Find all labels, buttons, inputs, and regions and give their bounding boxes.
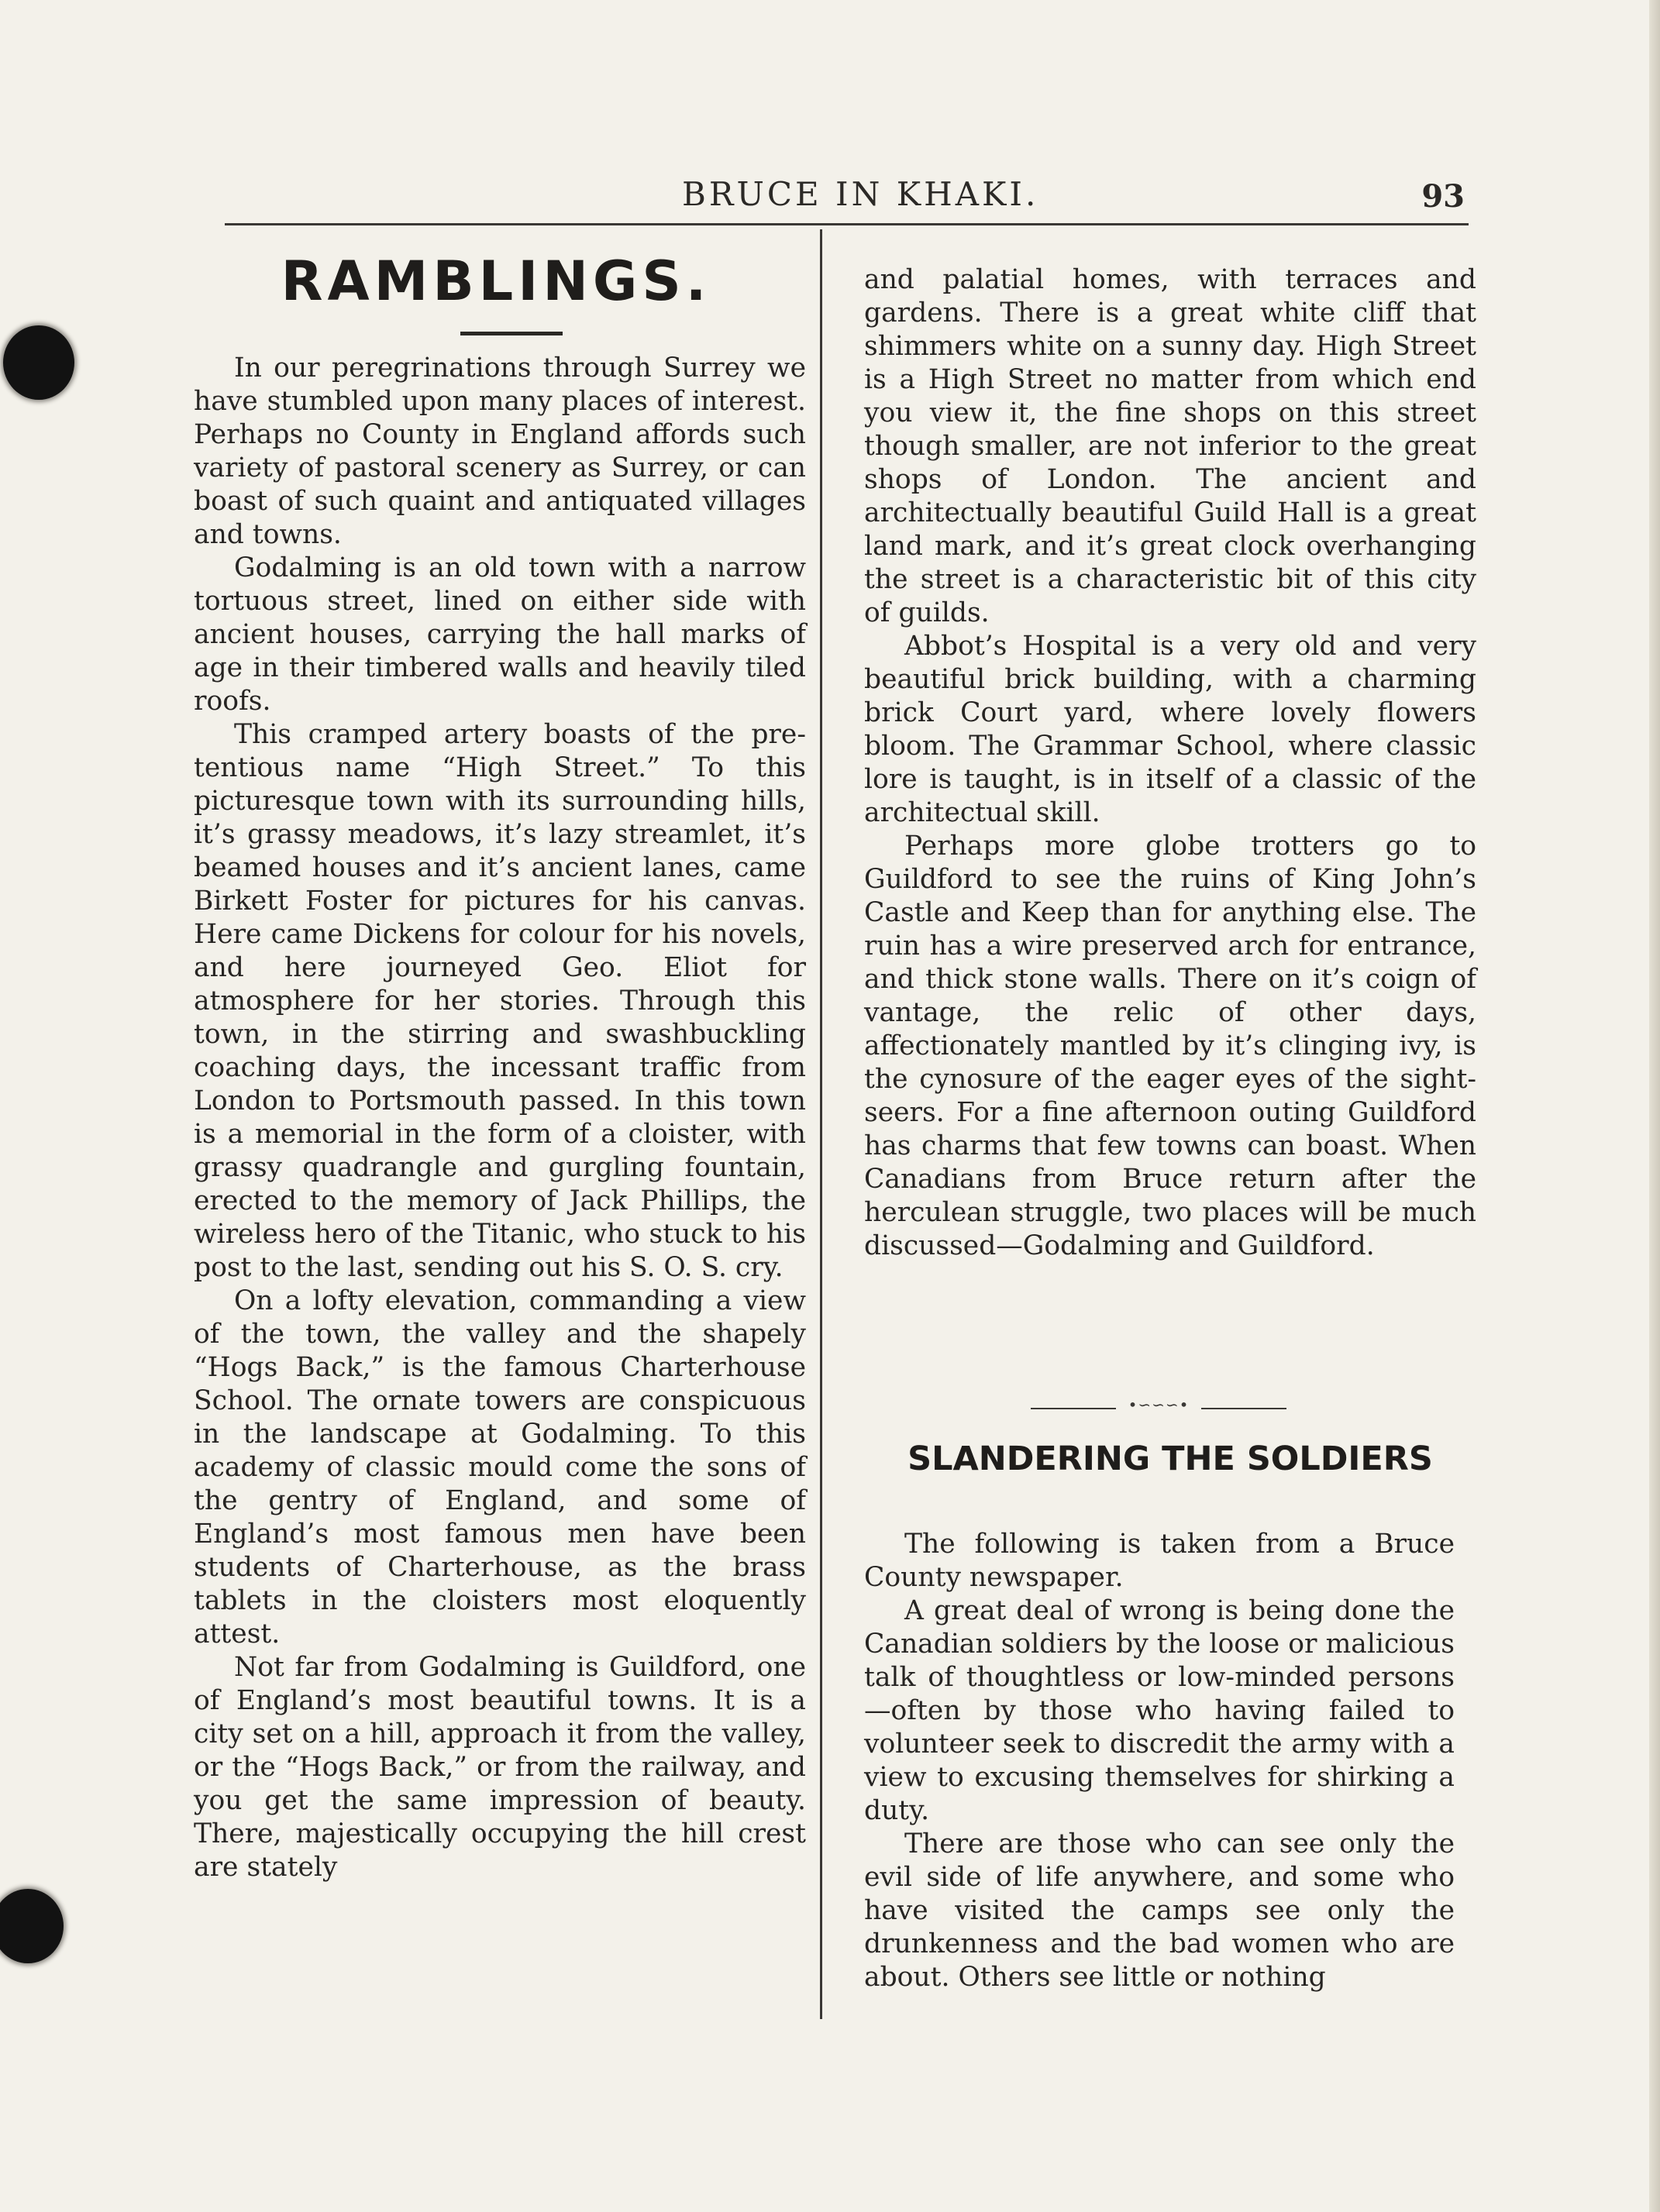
ornament-line-right bbox=[1201, 1408, 1286, 1409]
continued-paragraph: and palatial homes, with terraces and gardens. There is a great white cliff that shimmers white on a sunny day. High Street is a High Street no matter from which end you view it, the fine shops on this street though smaller, are not inferior to the great shops of London. The ancient and architectually beautiful Guild Hall is a great land mark, and it’s great clock overhanging the street is a characteristic bit of this city of guilds. bbox=[864, 264, 1476, 628]
left-column bbox=[194, 352, 806, 1884]
binder-hole-top bbox=[3, 325, 74, 400]
binder-hole-bottom bbox=[0, 1889, 64, 1963]
ornament-line-left bbox=[1031, 1408, 1116, 1409]
paragraph: There are those who can see only the evil side of life anywhere, and some who have visited the camps see only the drunkenness and the bad women who are about. Others see little or nothing bbox=[864, 1828, 1455, 1993]
page-edge bbox=[1649, 0, 1660, 2212]
paragraph: Perhaps more globe trotters go to Guildford to see the ruins of King John’s Castle and Keep than for anything else. The ruin has a wire preserved arch for entrance, and thick stone walls. There on it’s coign of vantage, the relic of other days, affectionately mantled by it’s clinging ivy, is the cynosure of the eager eyes of the sightseers. For a fine afternoon outing Guildford has charms that few towns can boast. When Canadians from Bruce return after the herculean struggle, two places will be much discussed—Godalming and Guildford. bbox=[864, 831, 1476, 1261]
second-article-body bbox=[864, 1528, 1455, 1994]
article-title: RAMBLINGS. bbox=[281, 249, 711, 313]
running-header bbox=[225, 169, 1465, 223]
paragraph: Abbot’s Hospital is a very old and very beautiful brick building, with a charming brick Court yard, where lovely flowers bloom. The Grammar School, where classic lore is taught, is in itself of a classic of the architectual skill. bbox=[864, 631, 1476, 828]
ornament-flourish: •∽∽∽• bbox=[1128, 1395, 1190, 1414]
right-column bbox=[864, 263, 1476, 1263]
publication-title: BRUCE IN KHAKI. bbox=[682, 175, 1039, 213]
paragraph: On a lofty elevation, commanding a view of the town, the valley and the shapely “Hogs Back,” is the famous Charterhouse School. The ornate towers are conspicuous in the landscape at Godalming. To this academy of classic mould come the sons of the gentry of England, and some of England’s most famous men have been students of Charterhouse, as the brass tablets in the cloisters most eloquently attest. bbox=[194, 1285, 806, 1650]
section-ornament bbox=[1031, 1395, 1286, 1414]
column-divider bbox=[820, 229, 822, 2019]
page-number: 93 bbox=[1421, 178, 1465, 215]
header-rule bbox=[225, 223, 1469, 225]
paragraph: This cramped artery boasts of the pretentious name “High Street.” To this picturesque town with its surrounding hills, it’s grassy meadows, it’s lazy streamlet, it’s beamed houses and it’s ancient lanes, came Birkett Foster for pictures for his canvas. Here came Dickens for colour for his novels, and here journeyed Geo. Eliot for atmosphere for her stories. Through this town, in the stirring and swashbuckling coaching days, the incessant traffic from London to Portsmouth passed. In this town is a memorial in the form of a cloister, with grassy quadrangle and gurgling fountain, erected to the memory of Jack Phillips, the wireless hero of the Titanic, who stuck to his post to the last, sending out his S. O. S. cry. bbox=[194, 719, 806, 1283]
paragraph: A great deal of wrong is being done the Canadian soldiers by the loose or malicious talk of thoughtless or low-minded persons—often by those who having failed to volunteer seek to discredit the army with a view to excusing themselves for shirking a duty. bbox=[864, 1595, 1455, 1826]
paragraph: Not far from Godalming is Guildford, one of England’s most beautiful towns. It is a city set on a hill, approach it from the valley, or the “Hogs Back,” or from the railway, and you get the same impression of beauty. There, majestically occupying the hill crest are stately bbox=[194, 1652, 806, 1883]
section-title: SLANDERING THE SOLDIERS bbox=[907, 1440, 1433, 1478]
paragraph: In our peregrinations through Surrey we have stumbled upon many places of interest. Perhaps no County in England affords such variety of pastoral scenery as Surrey, or can boast of such quaint and antiquated villages and towns. bbox=[194, 353, 806, 550]
paragraph: Godalming is an old town with a narrow tortuous street, lined on either side with ancient houses, carrying the hall marks of age in their timbered walls and heavily tiled roofs. bbox=[194, 552, 806, 717]
paragraph: The following is taken from a Bruce County newspaper. bbox=[864, 1529, 1455, 1593]
title-underline bbox=[460, 332, 563, 335]
